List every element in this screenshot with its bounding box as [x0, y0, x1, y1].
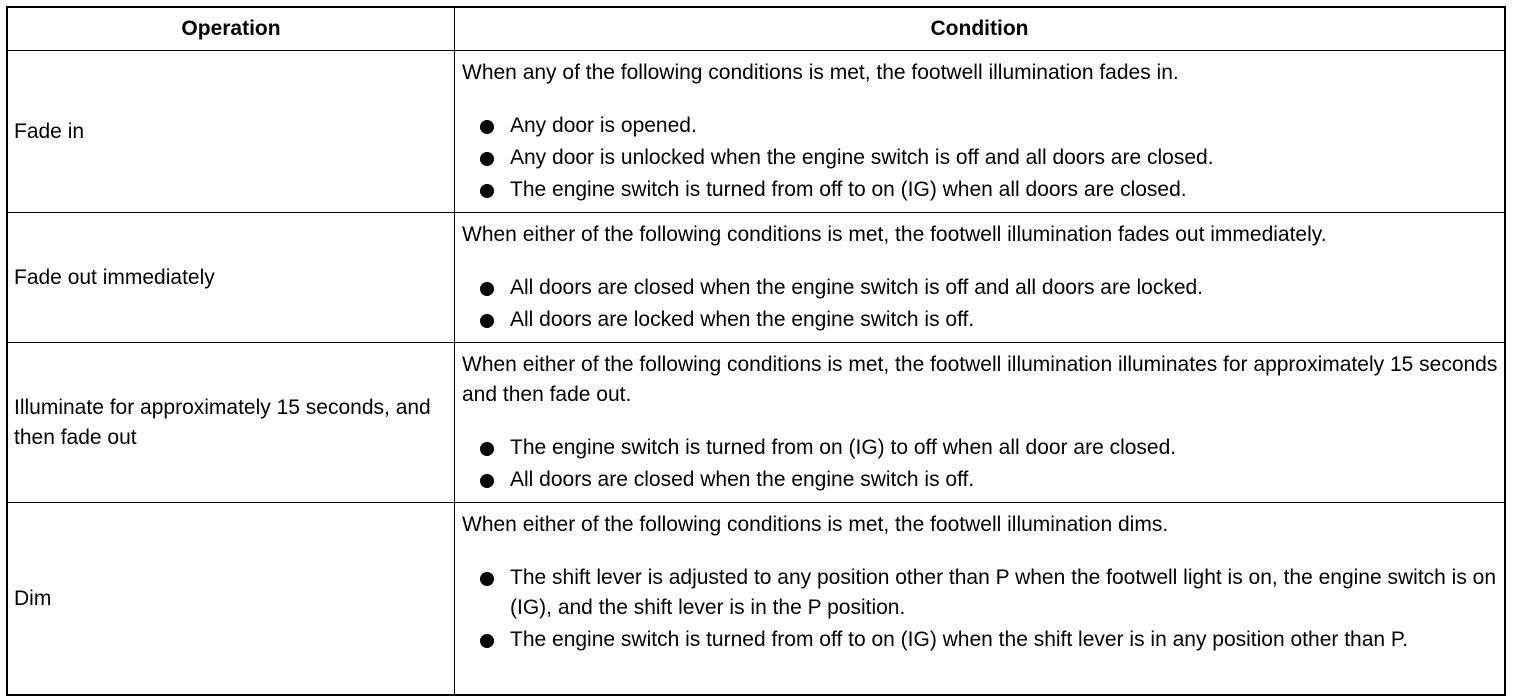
condition-item [462, 111, 1498, 141]
condition-item [462, 625, 1498, 655]
table-header-row [8, 8, 1504, 50]
condition-item-text: Any door is unlocked when the engine switch is off and all doors are closed. [510, 146, 1214, 169]
condition-cell [455, 343, 1504, 502]
condition-intro: When either of the following conditions is met, the footwell illumination illuminates for approximately 15 seconds and then fade out. [462, 353, 1498, 406]
table-row [8, 50, 1504, 212]
condition-item-text: All doors are closed when the engine switch is off and all doors are locked. [510, 276, 1204, 299]
condition-item-text: All doors are closed when the engine switch is off. [510, 468, 975, 491]
table-row [8, 502, 1504, 694]
condition-item-text: The engine switch is turned from off to on (IG) when all doors are closed. [510, 178, 1187, 201]
table-row [8, 342, 1504, 502]
table-row [8, 212, 1504, 342]
condition-item [462, 465, 1498, 495]
operation-cell: Fade in [8, 51, 455, 212]
header-condition: Condition [930, 17, 1029, 40]
bullet-icon [480, 120, 494, 134]
condition-list [462, 273, 1498, 335]
condition-item [462, 305, 1498, 335]
condition-item [462, 273, 1498, 303]
condition-cell [455, 51, 1504, 212]
condition-item-text: Any door is opened. [510, 114, 697, 137]
bullet-icon [480, 442, 494, 456]
condition-item [462, 563, 1498, 623]
condition-item [462, 143, 1498, 173]
condition-intro: When either of the following conditions is met, the footwell illumination fades out immediately. [462, 223, 1327, 246]
condition-item [462, 175, 1498, 205]
condition-item-text: The engine switch is turned from off to on (IG) when the shift lever is in any position other than P. [510, 628, 1409, 651]
bullet-icon [480, 282, 494, 296]
bullet-icon [480, 314, 494, 328]
operation-condition-table [6, 6, 1506, 696]
condition-item [462, 433, 1498, 463]
condition-list [462, 111, 1498, 205]
operation-cell: Dim [8, 503, 455, 694]
bullet-icon [480, 474, 494, 488]
bullet-icon [480, 184, 494, 198]
condition-intro: When either of the following conditions is met, the footwell illumination dims. [462, 513, 1169, 536]
bullet-icon [480, 634, 494, 648]
bullet-icon [480, 572, 494, 586]
condition-cell [455, 213, 1504, 342]
condition-item-text: The shift lever is adjusted to any position other than P when the footwell light is on, the engine switch is on (IG), and the shift lever is in the P position. [510, 566, 1497, 619]
header-operation: Operation [8, 8, 455, 50]
condition-item-text: All doors are locked when the engine switch is off. [510, 308, 975, 331]
bullet-icon [480, 152, 494, 166]
condition-item-text: The engine switch is turned from on (IG) to off when all door are closed. [510, 436, 1177, 459]
condition-list [462, 563, 1498, 655]
condition-list [462, 433, 1498, 495]
operation-cell: Illuminate for approximately 15 seconds, and then fade out [8, 343, 455, 502]
condition-intro: When any of the following conditions is met, the footwell illumination fades in. [462, 61, 1179, 84]
condition-cell [455, 503, 1504, 694]
operation-cell: Fade out immediately [8, 213, 455, 342]
